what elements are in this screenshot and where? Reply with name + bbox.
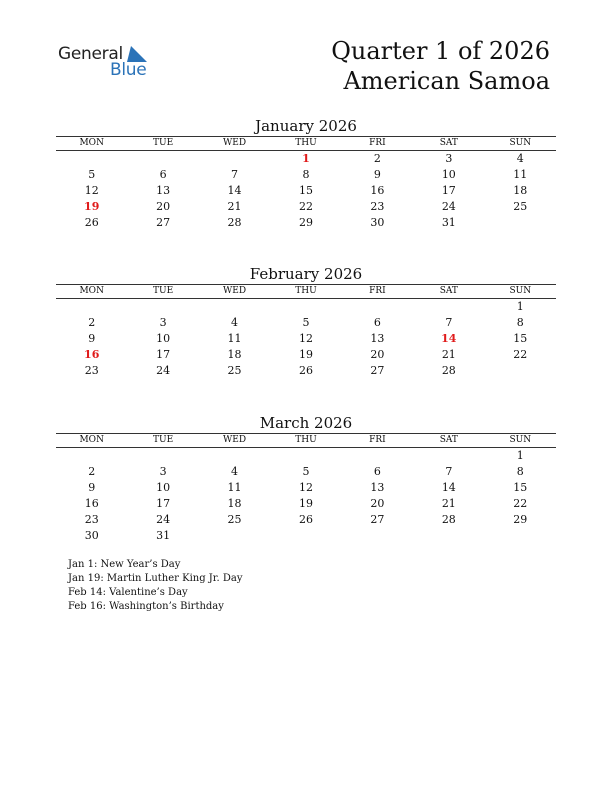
day-cell: 14 xyxy=(227,184,242,197)
week-row xyxy=(56,167,556,183)
day-cell: 19 xyxy=(298,497,313,510)
holiday-notes xyxy=(68,558,242,614)
day-cell: 12 xyxy=(298,332,313,345)
month-march xyxy=(56,414,556,544)
weekday-header: WED xyxy=(199,285,270,299)
weekday-header: MON xyxy=(56,434,127,448)
day-cell: 9 xyxy=(373,168,381,181)
empty-day-cell xyxy=(199,299,270,316)
logo-text-blue: Blue xyxy=(110,60,147,80)
day-cell: 23 xyxy=(370,200,385,213)
calendar-grid xyxy=(56,284,556,379)
quarter-title: Quarter 1 of 2026 xyxy=(331,37,550,65)
day-cell: 5 xyxy=(88,168,96,181)
day-cell: 7 xyxy=(445,465,453,478)
day-cell: 26 xyxy=(298,364,313,377)
day-cell: 15 xyxy=(513,332,528,345)
day-cell: 2 xyxy=(373,152,381,165)
day-cell: 30 xyxy=(84,529,99,542)
day-cell: 20 xyxy=(370,497,385,510)
day-cell: 5 xyxy=(302,465,310,478)
holiday-day-cell: 14 xyxy=(441,332,457,345)
empty-day-cell xyxy=(127,299,198,316)
week-row xyxy=(56,496,556,512)
weekday-header: TUE xyxy=(127,137,198,151)
day-cell: 3 xyxy=(445,152,453,165)
day-cell: 22 xyxy=(513,348,528,361)
day-cell: 21 xyxy=(227,200,242,213)
empty-day-cell xyxy=(342,448,413,465)
weekday-header: THU xyxy=(270,434,341,448)
empty-day-cell xyxy=(342,528,413,544)
week-row xyxy=(56,528,556,544)
empty-day-cell xyxy=(199,151,270,168)
weekday-header: THU xyxy=(270,137,341,151)
day-cell: 1 xyxy=(516,300,524,313)
day-cell: 8 xyxy=(302,168,310,181)
weekday-header: SUN xyxy=(485,137,556,151)
weekday-header: FRI xyxy=(342,137,413,151)
empty-day-cell xyxy=(413,299,484,316)
holiday-note: Feb 16: Washington’s Birthday xyxy=(68,601,224,612)
day-cell: 1 xyxy=(516,449,524,462)
day-cell: 20 xyxy=(370,348,385,361)
day-cell: 18 xyxy=(513,184,528,197)
day-cell: 4 xyxy=(231,316,239,329)
day-cell: 25 xyxy=(513,200,528,213)
day-cell: 13 xyxy=(156,184,171,197)
weekday-header: SAT xyxy=(413,285,484,299)
day-cell: 18 xyxy=(227,348,242,361)
generalblue-logo xyxy=(58,44,158,80)
month-title: March 2026 xyxy=(259,414,353,432)
week-row xyxy=(56,464,556,480)
calendar-grid xyxy=(56,433,556,544)
empty-day-cell xyxy=(413,448,484,465)
day-cell: 17 xyxy=(156,497,171,510)
holiday-day-cell: 1 xyxy=(302,152,310,165)
weekday-header: SUN xyxy=(485,285,556,299)
month-title: February 2026 xyxy=(249,265,363,283)
day-cell: 11 xyxy=(227,481,242,494)
day-cell: 4 xyxy=(231,465,239,478)
weekday-header: MON xyxy=(56,137,127,151)
day-cell: 2 xyxy=(88,465,96,478)
weekday-header-row xyxy=(56,137,556,151)
day-cell: 25 xyxy=(227,513,242,526)
holiday-note: Feb 14: Valentine’s Day xyxy=(68,587,188,598)
day-cell: 30 xyxy=(370,216,385,229)
weekday-header: MON xyxy=(56,285,127,299)
day-cell: 4 xyxy=(516,152,524,165)
day-cell: 15 xyxy=(298,184,313,197)
day-cell: 18 xyxy=(227,497,242,510)
day-cell: 7 xyxy=(231,168,239,181)
day-cell: 21 xyxy=(441,348,456,361)
empty-day-cell xyxy=(56,299,127,316)
day-cell: 22 xyxy=(298,200,313,213)
logo-text-general: General xyxy=(58,44,123,64)
day-cell: 28 xyxy=(441,513,456,526)
day-cell: 13 xyxy=(370,481,385,494)
day-cell: 26 xyxy=(84,216,99,229)
empty-day-cell xyxy=(270,448,341,465)
weekday-header: WED xyxy=(199,434,270,448)
week-row xyxy=(56,512,556,528)
day-cell: 9 xyxy=(88,332,96,345)
day-cell: 26 xyxy=(298,513,313,526)
country-title: American Samoa xyxy=(343,67,550,95)
empty-day-cell xyxy=(485,363,556,379)
empty-day-cell xyxy=(56,448,127,465)
weekday-header-row xyxy=(56,434,556,448)
week-row xyxy=(56,448,556,465)
empty-day-cell xyxy=(199,528,270,544)
day-cell: 17 xyxy=(156,348,171,361)
day-cell: 14 xyxy=(441,481,456,494)
month-january xyxy=(56,117,556,231)
empty-day-cell xyxy=(270,528,341,544)
day-cell: 12 xyxy=(84,184,99,197)
day-cell: 19 xyxy=(298,348,313,361)
holiday-day-cell: 19 xyxy=(84,200,100,213)
day-cell: 2 xyxy=(88,316,96,329)
empty-day-cell xyxy=(56,151,127,168)
day-cell: 3 xyxy=(159,465,167,478)
day-cell: 24 xyxy=(441,200,456,213)
week-row xyxy=(56,215,556,231)
day-cell: 16 xyxy=(370,184,385,197)
calendar-grid xyxy=(56,136,556,231)
day-cell: 23 xyxy=(84,364,99,377)
week-row xyxy=(56,363,556,379)
page-title xyxy=(331,36,550,96)
weekday-header: SAT xyxy=(413,434,484,448)
weekday-header: TUE xyxy=(127,285,198,299)
day-cell: 8 xyxy=(516,316,524,329)
day-cell: 25 xyxy=(227,364,242,377)
day-cell: 27 xyxy=(370,513,385,526)
empty-day-cell xyxy=(413,528,484,544)
empty-day-cell xyxy=(342,299,413,316)
day-cell: 17 xyxy=(441,184,456,197)
day-cell: 21 xyxy=(441,497,456,510)
day-cell: 24 xyxy=(156,364,171,377)
empty-day-cell xyxy=(199,448,270,465)
holiday-note: Jan 19: Martin Luther King Jr. Day xyxy=(68,573,243,584)
day-cell: 31 xyxy=(441,216,456,229)
day-cell: 29 xyxy=(298,216,313,229)
empty-day-cell xyxy=(485,528,556,544)
weekday-header: SAT xyxy=(413,137,484,151)
day-cell: 23 xyxy=(84,513,99,526)
weekday-header: TUE xyxy=(127,434,198,448)
day-cell: 10 xyxy=(156,332,171,345)
weekday-header: THU xyxy=(270,285,341,299)
day-cell: 22 xyxy=(513,497,528,510)
empty-day-cell xyxy=(127,448,198,465)
week-row xyxy=(56,199,556,215)
holiday-note: Jan 1: New Year’s Day xyxy=(68,559,181,570)
day-cell: 5 xyxy=(302,316,310,329)
day-cell: 20 xyxy=(156,200,171,213)
holiday-day-cell: 16 xyxy=(84,348,100,361)
day-cell: 28 xyxy=(227,216,242,229)
day-cell: 9 xyxy=(88,481,96,494)
day-cell: 27 xyxy=(370,364,385,377)
week-row xyxy=(56,347,556,363)
day-cell: 16 xyxy=(84,497,99,510)
day-cell: 10 xyxy=(156,481,171,494)
day-cell: 24 xyxy=(156,513,171,526)
day-cell: 28 xyxy=(441,364,456,377)
day-cell: 8 xyxy=(516,465,524,478)
empty-day-cell xyxy=(485,215,556,231)
day-cell: 10 xyxy=(441,168,456,181)
week-row xyxy=(56,299,556,316)
weekday-header: FRI xyxy=(342,285,413,299)
week-row xyxy=(56,331,556,347)
day-cell: 6 xyxy=(159,168,167,181)
weekday-header: FRI xyxy=(342,434,413,448)
day-cell: 15 xyxy=(513,481,528,494)
day-cell: 31 xyxy=(156,529,171,542)
week-row xyxy=(56,151,556,168)
empty-day-cell xyxy=(270,299,341,316)
weekday-header: SUN xyxy=(485,434,556,448)
week-row xyxy=(56,480,556,496)
weekday-header: WED xyxy=(199,137,270,151)
month-february xyxy=(56,265,556,379)
day-cell: 6 xyxy=(373,316,381,329)
day-cell: 11 xyxy=(227,332,242,345)
day-cell: 7 xyxy=(445,316,453,329)
week-row xyxy=(56,315,556,331)
weekday-header-row xyxy=(56,285,556,299)
day-cell: 27 xyxy=(156,216,171,229)
day-cell: 13 xyxy=(370,332,385,345)
day-cell: 6 xyxy=(373,465,381,478)
empty-day-cell xyxy=(127,151,198,168)
day-cell: 29 xyxy=(513,513,528,526)
day-cell: 3 xyxy=(159,316,167,329)
month-title: January 2026 xyxy=(255,117,357,135)
week-row xyxy=(56,183,556,199)
day-cell: 12 xyxy=(298,481,313,494)
day-cell: 11 xyxy=(513,168,528,181)
